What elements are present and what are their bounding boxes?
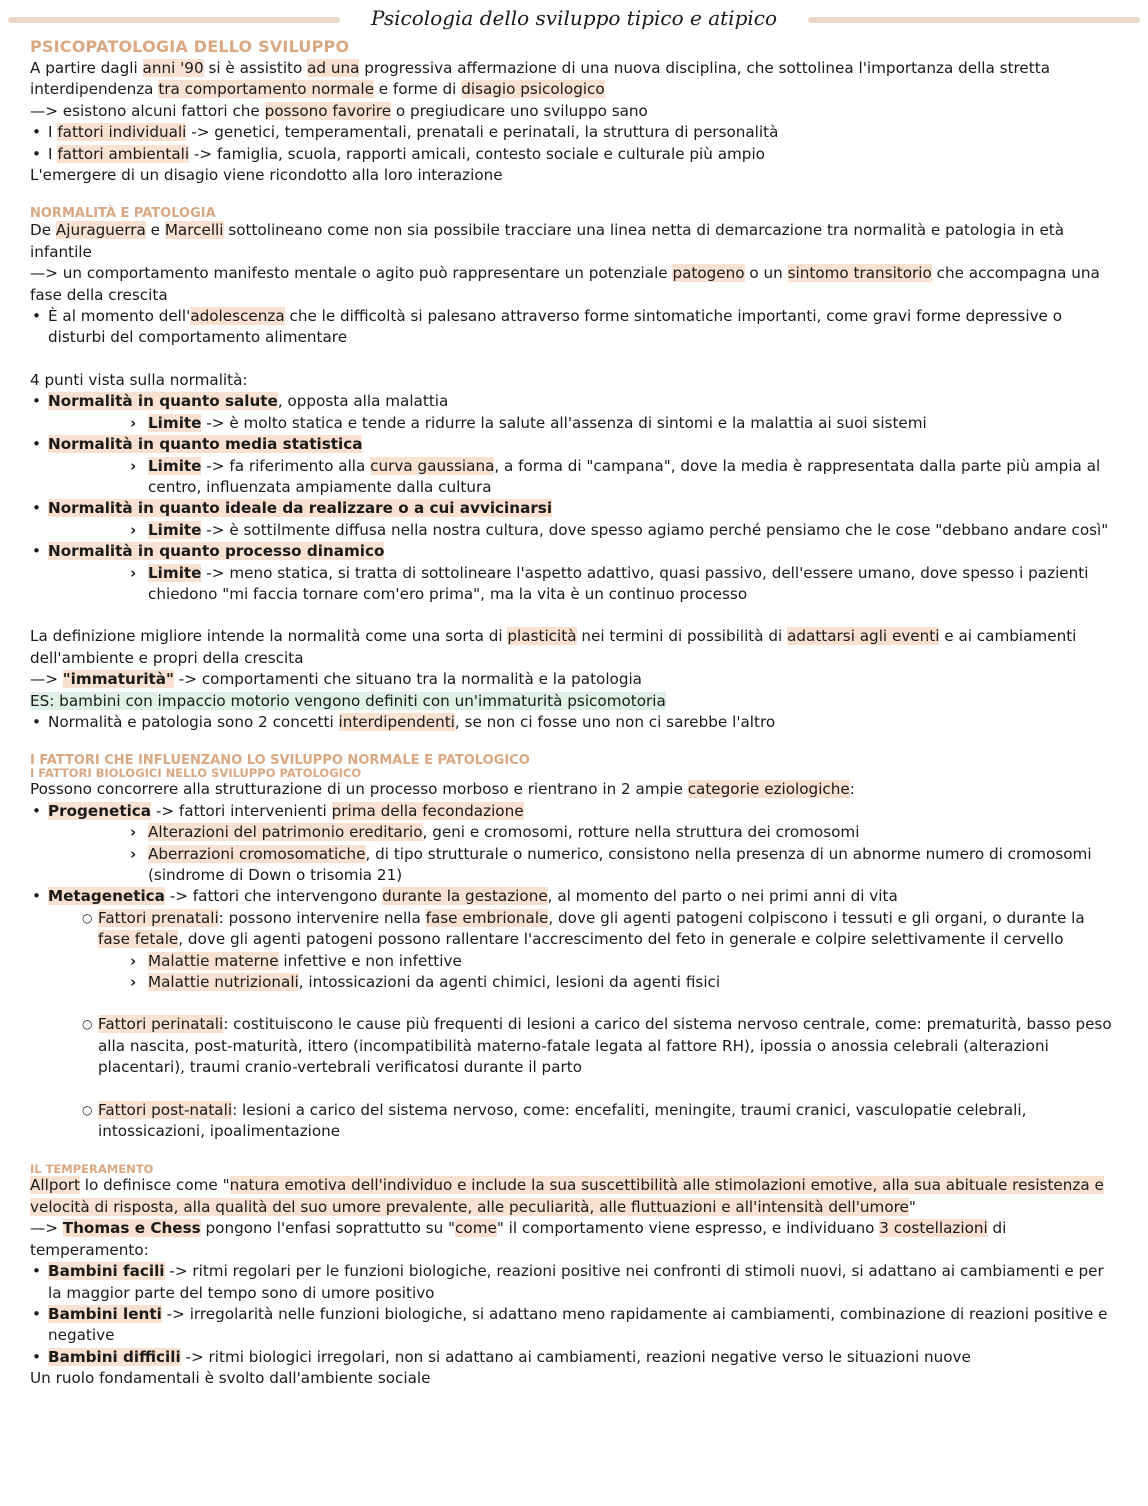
sub-list-item: › Limite -> è sottilmente diffusa nella nostra cultura, dove spesso agiamo perché pensiamo che le cose "debbano andare così": [30, 520, 1118, 541]
paragraph: La definizione migliore intende la normalità come una sorta di plasticità nei termini di possibilità di adattarsi agli eventi e ai cambiamenti dell'ambiente e propri della crescita: [30, 627, 1077, 667]
sub-list-item: › Limite -> è molto statica e tende a ridurre la salute all'assenza di sintomi e la malattia ai suoi sistemi: [30, 413, 1118, 434]
list-item: • Metagenetica -> fattori che intervengono durante la gestazione, al momento del parto o nei primi anni di vita: [30, 886, 1118, 907]
sub-sub-list-item: › Malattie nutrizionali, intossicazioni da agenti chimici, lesioni da agenti fisici: [30, 972, 1118, 993]
sub-sub-list-item: › Malattie materne infettive e non infettive: [30, 951, 1118, 972]
paragraph: Allport lo definisce come "natura emotiva dell'individuo e include la sua suscettibilità alle stimolazioni emotive, alla sua abituale resistenza e velocità di risposta, alla qualità del suo umore prevalente, alle peculiarità, alle fluttuazioni e all'intensità dell'umore": [30, 1176, 1104, 1216]
header-divider-left: [8, 17, 340, 23]
list-item: • Bambini facili -> ritmi regolari per le funzioni biologiche, reazioni positive nei confronti di stimoli nuovi, si adattano ai cambiamenti e per la maggior parte del tempo sono di umore positivo: [30, 1261, 1118, 1304]
section-heading: PSICOPATOLOGIA DELLO SVILUPPO: [30, 37, 350, 56]
sub-list-item: ○ Fattori post-natali: lesioni a carico del sistema nervoso, come: encefaliti, meningite, traumi cranici, vasculopatie celebrali, intossicazioni, ipoalimentazione: [30, 1100, 1118, 1143]
sub-list-item: › Limite -> fa riferimento alla curva gaussiana, a forma di "campana", dove la media è rappresentata dalla parte più ampia al centro, influenzata ampiamente dalla cultura: [30, 456, 1118, 499]
list-item: • Normalità e patologia sono 2 concetti interdipendenti, se non ci fosse uno non ci sarebbe l'altro: [30, 712, 1118, 733]
paragraph: Possono concorrere alla strutturazione di un processo morboso e rientrano in 2 ampie categorie eziologiche:: [30, 780, 855, 799]
header-divider-right: [808, 17, 1140, 23]
paragraph: —> "immaturità" -> comportamenti che situano tra la normalità e la patologia: [30, 670, 642, 689]
list-item: • Normalità in quanto salute, opposta alla malattia: [30, 391, 1118, 412]
list-item: • I fattori individuali -> genetici, temperamentali, prenatali e perinatali, la struttura di personalità: [30, 122, 1118, 143]
list-item: • Bambini difficili -> ritmi biologici irregolari, non si adattano ai cambiamenti, reazioni negative verso le situazioni nuove: [30, 1347, 1118, 1368]
paragraph: De Ajuraguerra e Marcelli sottolineano come non sia possibile tracciare una linea netta di demarcazione tra normalità e patologia in età infantile: [30, 221, 1065, 261]
list-item: • Bambini lenti -> irregolarità nelle funzioni biologiche, si adattano meno rapidamente ai cambiamenti, combinazione di reazioni positive e negative: [30, 1304, 1118, 1347]
sub-list-item: › Aberrazioni cromosomatiche, di tipo strutturale o numerico, consistono nella presenza di un abnorme numero di cromosomi (sindrome di Down o trisomia 21): [30, 844, 1118, 887]
paragraph: 4 punti vista sulla normalità:: [30, 370, 248, 389]
sub-list-item: ○ Fattori perinatali: costituiscono le cause più frequenti di lesioni a carico del sistema nervoso centrale, come: prematurità, basso peso alla nascita, post-maturità, ittero (incompatibilità materno-fatale legata al fattore RH), ipossia o anossia celebrali (alterazioni placentari), traumi cranio-vertebrali verificatosi durante il parto: [30, 1014, 1118, 1078]
paragraph: A partire dagli anni '90 si è assistito ad una progressiva affermazione di una nuova disciplina, che sottolinea l'importanza della stretta interdipendenza tra comportamento normale e forme di disagio psicologico: [30, 59, 1050, 99]
sub-list-item: › Limite -> meno statica, si tratta di sottolineare l'aspetto adattivo, quasi passivo, dell'essere umano, dove spesso i pazienti chiedono "mi faccia tornare com'ero prima", ma la vita è un continuo processo: [30, 563, 1118, 606]
sub-list-item: ○ Fattori prenatali: possono intervenire nella fase embrionale, dove gli agenti patogeni colpiscono i tessuti e gli organi, o durante la fase fetale, dove gli agenti patogeni possono rallentare l'accrescimento del feto in generale e colpire selettivamente il cervello: [30, 908, 1118, 951]
list-item: • È al momento dell'adolescenza che le difficoltà si palesano attraverso forme sintomatiche importanti, come gravi forme depressive o disturbi del comportamento alimentare: [30, 306, 1118, 349]
paragraph: —> un comportamento manifesto mentale o agito può rappresentare un potenziale patogeno o un sintomo transitorio che accompagna una fase della crescita: [30, 264, 1100, 304]
paragraph: Un ruolo fondamentali è svolto dall'ambiente sociale: [30, 1369, 431, 1388]
page-header: [0, 4, 1148, 34]
paragraph: —> Thomas e Chess pongono l'enfasi soprattutto su "come" il comportamento viene espresso, e individuano 3 costellazioni di temperamento:: [30, 1219, 1007, 1259]
list-item: • Normalità in quanto processo dinamico: [30, 541, 1118, 562]
list-item: • Progenetica -> fattori intervenienti prima della fecondazione: [30, 801, 1118, 822]
section-heading: I FATTORI CHE INFLUENZANO LO SVILUPPO NORMALE E PATOLOGICO: [30, 753, 530, 769]
page-title: Psicologia dello sviluppo tipico e atipico: [370, 6, 778, 30]
sub-list-item: › Alterazioni del patrimonio ereditario, geni e cromosomi, rotture nella struttura dei cromosomi: [30, 822, 1118, 843]
example-note: ES: bambini con impaccio motorio vengono definiti con un'immaturità psicomotoria: [30, 691, 666, 710]
paragraph: L'emergere di un disagio viene ricondotto alla loro interazione: [30, 166, 503, 185]
list-item: • Normalità in quanto ideale da realizzare o a cui avvicinarsi: [30, 498, 1118, 519]
section-heading: NORMALITÀ E PATOLOGIA: [30, 206, 216, 222]
notes-content: [30, 36, 1118, 1390]
list-item: • Normalità in quanto media statistica: [30, 434, 1118, 455]
list-item: • I fattori ambientali -> famiglia, scuola, rapporti amicali, contesto sociale e culturale più ampio: [30, 144, 1118, 165]
section-subheading: I FATTORI BIOLOGICI NELLO SVILUPPO PATOLOGICO: [30, 766, 362, 781]
paragraph: —> esistono alcuni fattori che possono favorire o pregiudicare uno sviluppo sano: [30, 101, 648, 120]
section-heading: IL TEMPERAMENTO: [30, 1162, 154, 1177]
